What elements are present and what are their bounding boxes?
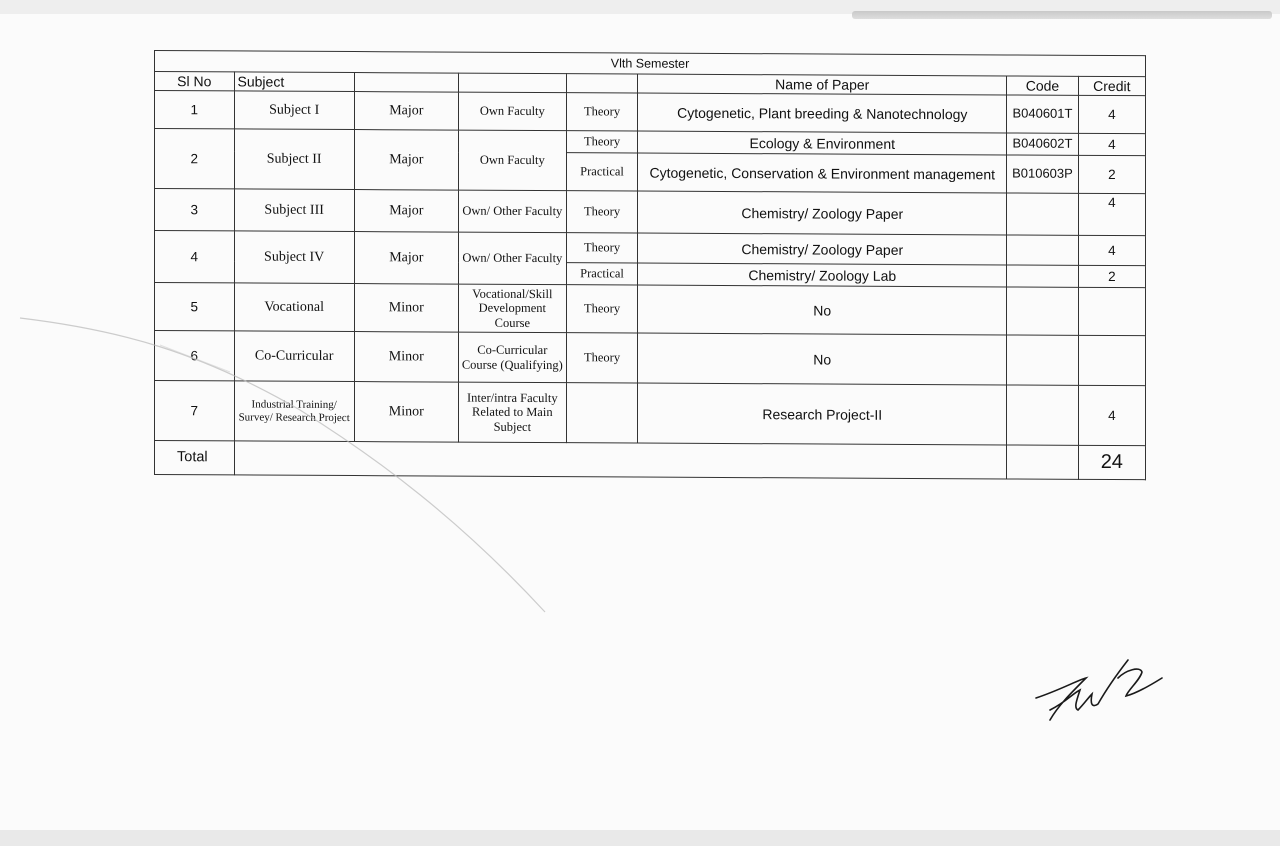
code-cell	[1007, 287, 1078, 335]
type-cell: Major	[354, 232, 458, 285]
code-cell: B040602T	[1007, 133, 1078, 155]
code-cell: B010603P	[1007, 155, 1078, 193]
header-name-of-paper: Name of Paper	[638, 74, 1007, 95]
table-row	[155, 331, 1146, 386]
subject-cell: Co-Curricular	[234, 331, 354, 382]
semester-table	[154, 50, 1146, 480]
total-row	[155, 441, 1146, 480]
type-cell: Major	[354, 190, 458, 233]
type-cell: Major	[354, 92, 458, 131]
paper-name-cell: No	[638, 285, 1007, 335]
faculty-cell: Own Faculty	[458, 130, 566, 191]
code-cell	[1007, 193, 1078, 235]
credit-cell: 2	[1078, 265, 1145, 287]
mode-cell: Theory	[566, 333, 637, 383]
table-row	[155, 381, 1146, 446]
code-cell	[1007, 335, 1078, 385]
subject-cell: Industrial Training/ Survey/ Research Project	[234, 381, 354, 442]
table-row	[155, 129, 1146, 156]
header-subject: Subject	[234, 72, 354, 92]
mode-cell: Practical	[566, 263, 637, 285]
subject-cell: Subject I	[234, 91, 354, 130]
sl-no-cell: 5	[155, 283, 235, 331]
signature-mark	[1030, 650, 1170, 730]
total-label: Total	[155, 441, 235, 475]
code-cell	[1007, 235, 1078, 265]
sl-no-cell: 6	[155, 331, 235, 381]
scan-bottom-border	[0, 830, 1280, 846]
mode-cell: Practical	[566, 153, 637, 191]
faculty-cell: Own/ Other Faculty	[458, 190, 566, 233]
total-code-blank	[1007, 445, 1078, 479]
faculty-cell: Own Faculty	[458, 92, 566, 131]
mode-cell: Theory	[566, 233, 637, 263]
subject-cell: Subject II	[234, 129, 354, 190]
paper-name-cell: Cytogenetic, Conservation & Environment management	[638, 153, 1007, 193]
type-cell: Minor	[354, 332, 458, 383]
subject-cell: Vocational	[234, 283, 354, 332]
paper-name-cell: Chemistry/ Zoology Lab	[638, 263, 1007, 287]
credit-cell: 2	[1078, 155, 1145, 193]
table-row	[155, 91, 1146, 134]
faculty-cell: Inter/intra Faculty Related to Main Subject	[458, 382, 566, 443]
mode-cell: Theory	[566, 285, 637, 333]
paper-name-cell: Chemistry/ Zoology Paper	[638, 233, 1007, 265]
credit-cell: 4	[1078, 193, 1145, 235]
table-row	[155, 283, 1146, 336]
faculty-cell: Co-Curricular Course (Qualifying)	[458, 332, 566, 383]
scan-edge-shadow	[852, 11, 1272, 19]
sl-no-cell: 1	[155, 91, 235, 129]
type-cell: Major	[354, 130, 458, 191]
header-blank-2	[458, 73, 566, 93]
table-row	[155, 231, 1146, 266]
credit-cell: 4	[1078, 235, 1145, 265]
header-credit: Credit	[1078, 76, 1145, 95]
sl-no-cell: 3	[155, 189, 235, 231]
code-cell	[1007, 265, 1078, 287]
table-row	[155, 189, 1146, 236]
subject-cell: Subject III	[234, 189, 354, 232]
mode-cell	[566, 383, 637, 443]
subject-cell: Subject IV	[234, 231, 354, 284]
credit-cell	[1078, 287, 1145, 335]
total-blank	[234, 441, 1007, 479]
mode-cell: Theory	[566, 191, 637, 233]
header-blank-3	[566, 74, 637, 93]
sl-no-cell: 4	[155, 231, 235, 283]
code-cell: B040601T	[1007, 95, 1078, 133]
credit-cell	[1078, 335, 1145, 385]
credit-cell: 4	[1078, 95, 1145, 133]
header-sl-no: Sl No	[155, 72, 235, 92]
credit-cell: 4	[1078, 385, 1145, 445]
total-credit: 24	[1078, 445, 1145, 479]
type-cell: Minor	[354, 284, 458, 333]
faculty-cell: Own/ Other Faculty	[458, 232, 566, 285]
header-code: Code	[1007, 76, 1078, 95]
paper-name-cell: No	[638, 333, 1007, 385]
code-cell	[1007, 385, 1078, 445]
semester-title: Vlth Semester	[155, 51, 1146, 77]
mode-cell: Theory	[566, 131, 637, 153]
paper-name-cell: Chemistry/ Zoology Paper	[638, 191, 1007, 235]
faculty-cell: Vocational/Skill Development Course	[458, 284, 566, 333]
header-blank-1	[354, 73, 458, 93]
paper-name-cell: Research Project-II	[638, 383, 1007, 445]
type-cell: Minor	[354, 382, 458, 443]
mode-cell: Theory	[566, 93, 637, 131]
credit-cell: 4	[1078, 133, 1145, 155]
sl-no-cell: 2	[155, 129, 235, 189]
paper-name-cell: Ecology & Environment	[638, 131, 1007, 155]
sl-no-cell: 7	[155, 381, 235, 441]
paper-name-cell: Cytogenetic, Plant breeding & Nanotechnology	[638, 93, 1007, 133]
